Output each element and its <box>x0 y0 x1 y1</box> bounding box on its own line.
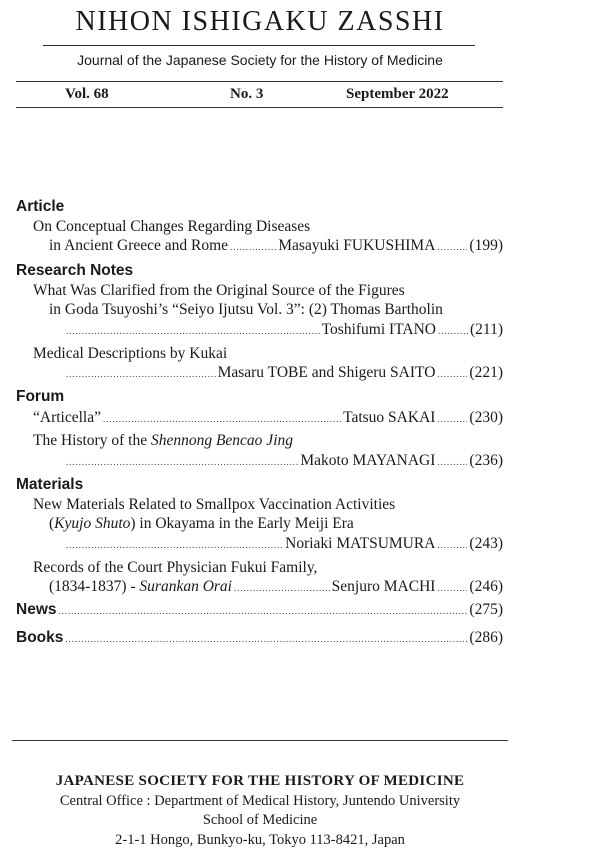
footer-address: 2-1-1 Hongo, Bunkyo-ku, Tokyo 113-8421, Japan <box>115 832 405 848</box>
materials2-title-prefix: (1834-1837) - <box>49 578 140 595</box>
dot-leader <box>234 578 330 598</box>
dot-leader <box>437 452 467 472</box>
dot-leader <box>437 578 467 598</box>
research-entry-2[interactable] <box>64 363 503 384</box>
forum2-page: (236) <box>469 452 503 469</box>
article-title-line2: in Ancient Greece and Rome <box>49 237 229 254</box>
dot-leader <box>66 364 216 384</box>
materials2-title-italic: Surankan Orai <box>139 578 232 595</box>
dot-leader <box>437 409 467 429</box>
forum2-title-prefix: The History of the <box>33 432 151 449</box>
forum1-author: Tatsuo SAKAI <box>343 409 436 426</box>
dot-leader <box>103 409 341 429</box>
news-entry[interactable] <box>16 600 503 621</box>
section-heading-news: News <box>16 601 57 618</box>
article-entry-1[interactable] <box>49 236 503 257</box>
news-page: (275) <box>469 601 503 618</box>
forum2-author: Makoto MAYANAGI <box>300 452 436 469</box>
section-heading-books: Books <box>16 629 64 646</box>
forum-entry-2[interactable] <box>64 451 503 472</box>
materials1-title-rest: ) in Okayama in the Early Meiji Era <box>130 515 354 532</box>
research-entry-1[interactable] <box>64 320 503 341</box>
research1-title-line1: What Was Clarified from the Original Source of the Figures <box>33 282 405 299</box>
section-heading-forum: Forum <box>16 388 65 405</box>
footer-office-line2: School of Medicine <box>202 812 318 828</box>
section-heading-article: Article <box>16 198 65 215</box>
dot-leader <box>438 321 468 341</box>
dot-leader <box>437 535 467 555</box>
research1-author: Toshifumi ITANO <box>321 321 436 338</box>
dot-leader <box>66 535 283 555</box>
books-entry[interactable] <box>16 628 503 649</box>
research2-author: Masaru TOBE and Shigeru SAITO <box>217 364 436 381</box>
materials2-author: Senjuro MACHI <box>331 578 436 595</box>
issue-number: No. 3 <box>230 86 264 102</box>
dot-leader <box>66 321 320 341</box>
forum2-title-italic: Shennong Bencao Jing <box>150 432 293 449</box>
materials1-title-line1: New Materials Related to Smallpox Vaccination Activities <box>33 496 396 513</box>
dot-leader <box>66 452 298 472</box>
research1-title-line2: in Goda Tsuyoshi’s “Seiyo Ijutsu Vol. 3”: (2) Thomas Bartholin <box>49 301 443 318</box>
section-heading-materials: Materials <box>16 476 84 493</box>
issue-rule-bottom <box>16 107 503 108</box>
books-page: (286) <box>469 629 503 646</box>
footer-rule <box>12 740 508 741</box>
dot-leader <box>230 237 276 257</box>
dot-leader <box>59 601 468 621</box>
materials1-title-italic: Kyujo Shuto <box>54 515 131 532</box>
forum-entry-1[interactable] <box>33 408 503 429</box>
dot-leader <box>437 364 467 384</box>
dot-leader <box>437 237 467 257</box>
materials2-title-line2 <box>49 577 232 597</box>
research2-page: (221) <box>469 364 503 381</box>
materials1-page: (243) <box>469 535 503 552</box>
footer-organization: JAPANESE SOCIETY FOR THE HISTORY OF MEDICINE <box>55 773 465 789</box>
issue-date: September 2022 <box>346 86 449 102</box>
dot-leader <box>65 629 467 649</box>
article-page: (199) <box>469 237 503 254</box>
section-heading-research-notes: Research Notes <box>16 262 134 279</box>
materials-entry-1[interactable] <box>64 534 503 555</box>
journal-title: NIHON ISHIGAKU ZASSHI <box>75 6 445 37</box>
title-rule <box>43 45 475 46</box>
forum1-page: (230) <box>469 409 503 426</box>
footer-office-line1: Central Office : Department of Medical History, Juntendo University <box>59 793 461 809</box>
forum1-title: “Articella” <box>33 409 101 426</box>
materials2-title-line1: Records of the Court Physician Fukui Family, <box>33 559 318 576</box>
materials1-author: Noriaki MATSUMURA <box>285 535 436 552</box>
paren-open: ( <box>49 515 55 532</box>
issue-volume: Vol. 68 <box>65 86 109 102</box>
article-author: Masayuki FUKUSHIMA <box>278 237 436 254</box>
research2-title: Medical Descriptions by Kukai <box>33 345 228 362</box>
materials2-page: (246) <box>469 578 503 595</box>
materials-entry-2[interactable] <box>49 577 503 598</box>
forum2-title <box>33 431 293 451</box>
materials1-title-line2 <box>49 514 354 534</box>
research1-page: (211) <box>470 321 503 338</box>
issue-rule-top <box>16 81 503 82</box>
journal-subtitle: Journal of the Japanese Society for the History of Medicine <box>77 52 443 68</box>
article-title-line1: On Conceptual Changes Regarding Diseases <box>33 218 311 235</box>
